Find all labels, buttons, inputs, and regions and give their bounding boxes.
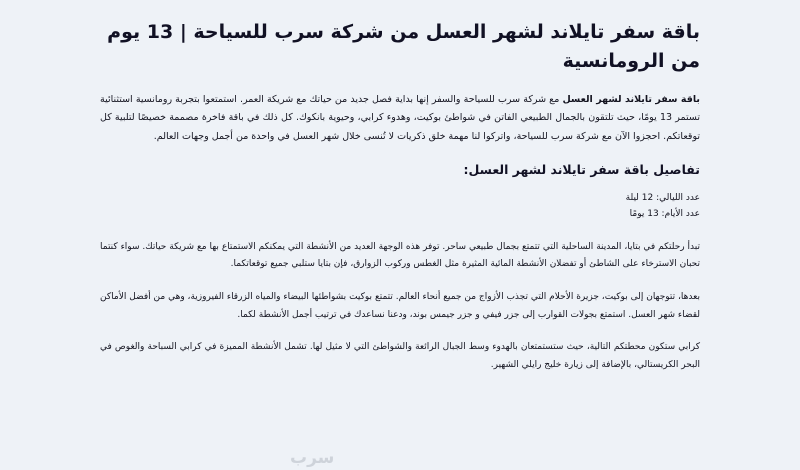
package-facts [100,191,700,223]
intro-paragraph [100,91,700,147]
fact-nights: عدد الليالي: 12 ليلة [625,193,700,204]
page-title: باقة سفر تايلاند لشهر العسل من شركة سرب للسياحة | 13 يوم من الرومانسية [107,21,700,73]
section-heading: تفاصيل باقة سفر تايلاند لشهر العسل: [463,162,700,178]
paragraph-phuket: بعدها، تتوجهان إلى بوكيت، جزيرة الأحلام التي تجذب الأزواج من جميع أنحاء العالم. تتمتع بوكيت بشواطئها البيضاء والمياه الزرقاء الفيروزية، وهي من أفضل الأماكن لقضاء شهر العسل. استمتع بجولات القوارب إلى جزر فيفي و جزر جيمس بوند، ودعنا نساعدك في ترتيب أجمل الأنشطة لكما. [100,292,700,320]
paragraph-pattaya: تبدأ رحلتكم في بتايا، المدينة الساحلية التي تتمتع بجمال طبيعي ساحر. توفر هذه الوجهة العديد من الأنشطة التي يمكنكم الاستمتاع بها مع شريكة حياتك. سواء كنتما تحبان الاسترخاء على الشاطئ أو تفضلان الأنشطة المائية المثيرة مثل الغطس وركوب الزوارق، فإن بتايا ستلبي جميع توقعاتكما. [100,241,700,270]
intro-rest: مع شركة سرب للسياحة والسفر إنها بداية فصل جديد من حياتك مع شريكة العمر. استمتعوا بتجربة رومانسية استثنائية تستمر 13 يومًا، حيث تلتقون بالجمال الطبيعي الفاتن في شواطئ بوكيت، وهدوء كرابي، وحيوية بانكوك. كل ذلك في باقة فاخرة مصممة خصيصًا لتلبية كل توقعاتكم. احجزوا الآن مع شركة سرب للسياحة، واتركوا لنا مهمة خلق ذكريات لا تُنسى خلال شهر العسل في واحدة من أجمل وجهات العالم. [100,93,701,142]
watermark-logo: سرب [290,448,335,468]
intro-lead: باقة سفر تايلاند لشهر العسل [562,93,700,105]
paragraph-krabi: كرابي ستكون محطتكم التالية، حيث ستستمتعان بالهدوء وسط الجبال الرائعة والشواطئ التي لا مثيل لها. تشمل الأنشطة المميزة في كرابي السباحة والغوص في البحر الكريستالي، بالإضافة إلى زيارة خليج رايلي الشهير. [100,342,700,370]
fact-days: عدد الأيام: 13 يومًا [629,209,700,220]
